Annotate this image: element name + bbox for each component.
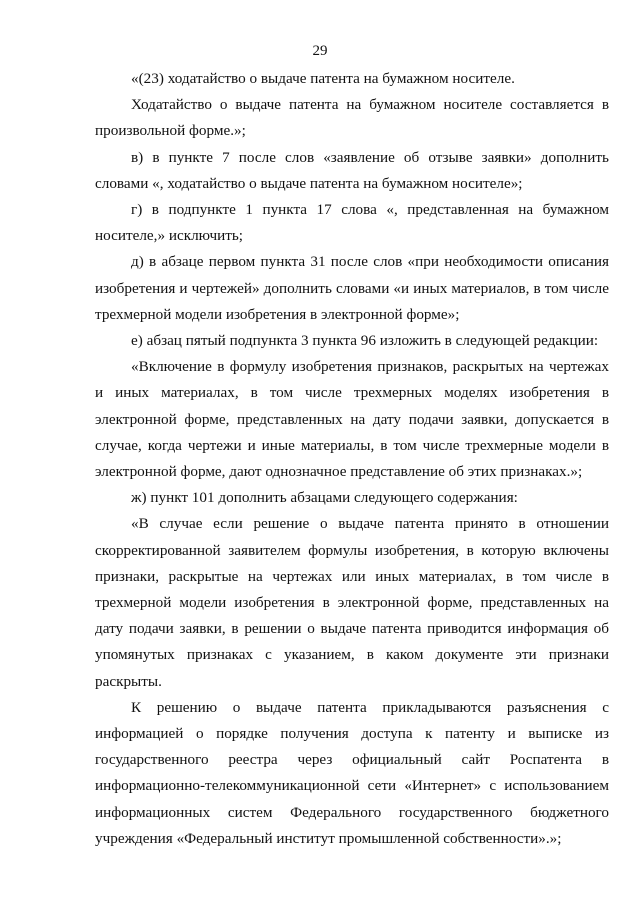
paragraph-amendment-e: е) абзац пятый подпункта 3 пункта 96 изложить в следующей редакции: (131, 332, 599, 350)
paragraph-item-23: «(23) ходатайство о выдаче патента на бумажном носителе. (131, 70, 515, 87)
paragraph-amendment-g: г) в подпункте 1 пункта 17 слова «, представленная на бумажном носителе,» исключить; (95, 201, 609, 245)
paragraph-decision-attachments: К решению о выдаче патента прикладываются разъяснения с информацией о порядке получения доступа к патенту и выписке из государственного реестра через официальный сайт Роспатента в информационно-телекоммуникационной сети «Интернет» с использованием информационных систем Федерального государственного бюджетного учреждения «Федеральный институт промышленной собственности».»; (95, 698, 609, 847)
document-body (95, 66, 609, 852)
paragraph-amendment-v: в) в пункте 7 после слов «заявление об отзыве заявки» дополнить словами «, ходатайство о выдаче патента на бумажном носителе»; (95, 148, 609, 192)
paragraph-petition-form: Ходатайство о выдаче патента на бумажном носителе составляется в произвольной форме.»; (95, 96, 609, 140)
paragraph-amendment-d: д) в абзаце первом пункта 31 после слов «при необходимости описания изобретения и чертежей» дополнить словами «и иных материалов, в том числе трехмерной модели изобретения в электронной форме»; (95, 253, 609, 323)
paragraph-amendment-zh: ж) пункт 101 дополнить абзацами следующего содержания: (131, 489, 518, 507)
paragraph-decision-corrected-claims: «В случае если решение о выдаче патента принято в отношении скорректированной заявителем формулы изобретения, в которую включены признаки, раскрытые на чертежах или иных материалах, в том числе в трехмерной модели изобретения в электронной форме, представленных на дату подачи заявки, в решении о выдаче патента приводится информация об упомянутых признаках с указанием, в каком документе эти признаки раскрыты. (95, 515, 609, 690)
page-number: 29 (312, 43, 328, 59)
paragraph-claims-inclusion: «Включение в формулу изобретения признаков, раскрытых на чертежах и иных материалах, в том числе трехмерных моделях изобретения в электронной форме, представленных на дату подачи заявки, допускается в случае, когда чертежи и иные материалы, в том числе трехмерные модели в электронной форме, дают однозначное представление об этих признаках.»; (95, 358, 609, 481)
